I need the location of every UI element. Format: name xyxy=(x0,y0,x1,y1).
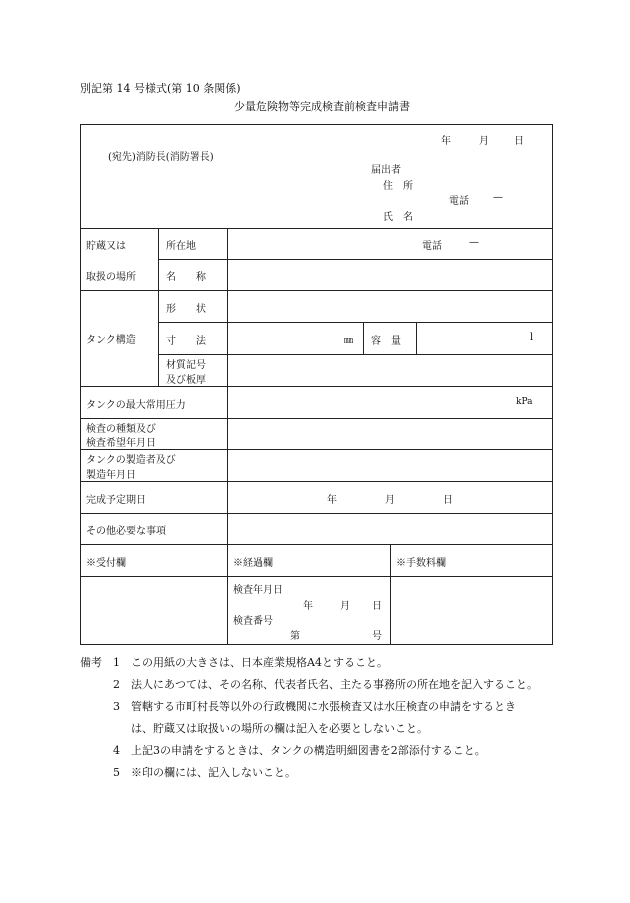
material-label-1: 材質記号 xyxy=(166,360,206,371)
shape-label: 形 状 xyxy=(166,304,206,315)
inspection-type-label-1: 検査の種類及び xyxy=(86,424,156,435)
note-item: 3 管轄する市町村長等以外の行政機関に水張検査又は水圧検査の申請をするとき xyxy=(113,700,516,713)
note-item: 5 ※印の欄には、記入しないこと。 xyxy=(113,766,296,779)
manufacturer-label-1: タンクの製造者及び xyxy=(86,455,176,466)
note-item: 2 法人にあつては、その名称、代表者氏名、主たる事務所の所在地を記入すること。 xyxy=(113,678,538,691)
note-item: 4 上記3の申請をするときは、タンクの構造明細図書を2部添付すること。 xyxy=(113,744,486,757)
completion-day: 日 xyxy=(443,495,453,506)
phone-dash: — xyxy=(493,192,503,203)
dimension-unit: ㎜ xyxy=(344,336,354,346)
other-items-label: その他必要な事項 xyxy=(86,526,166,537)
capacity-unit: l xyxy=(530,332,534,343)
facility-name-label: 名 称 xyxy=(166,272,206,283)
completion-year: 年 xyxy=(327,495,337,506)
notes-heading: 備考 xyxy=(80,656,102,669)
inspection-type-label-2: 検査希望年月日 xyxy=(86,438,156,449)
addressee: (宛先)消防長(消防署長) xyxy=(108,152,214,163)
completion-date-label: 完成予定期日 xyxy=(86,495,146,506)
completion-month: 月 xyxy=(385,495,395,506)
storage-place-label-2: 取扱の場所 xyxy=(86,272,136,283)
max-pressure-label: タンクの最大常用圧力 xyxy=(86,400,186,411)
tank-structure-label: タンク構造 xyxy=(86,335,136,346)
location-phone-dash: — xyxy=(469,237,479,248)
form-title: 少量危険物等完成検査前検査申請書 xyxy=(234,100,410,113)
capacity-label: 容 量 xyxy=(371,336,401,347)
fee-column-label: ※手数料欄 xyxy=(396,558,446,569)
storage-place-label-1: 貯蔵又は xyxy=(86,241,126,252)
date-year-label: 年 xyxy=(441,136,451,147)
location-label: 所在地 xyxy=(166,241,196,252)
applicant-label: 届出者 xyxy=(371,165,401,176)
pressure-unit: kPa xyxy=(516,397,533,407)
form-title-wrap xyxy=(0,98,630,114)
note-item: は、貯蔵又は取扱いの場所の欄は記入を必要としないこと。 xyxy=(131,722,428,735)
location-phone-label: 電話 xyxy=(422,241,442,252)
inspection-day: 日 xyxy=(372,601,382,612)
dimension-label: 寸 法 xyxy=(166,336,206,347)
inspection-number-label: 検査番号 xyxy=(233,616,273,627)
reception-column-label: ※受付欄 xyxy=(86,558,126,569)
inspection-date-label: 検査年月日 xyxy=(233,585,283,596)
phone-label: 電話 xyxy=(449,196,469,207)
date-day-label: 日 xyxy=(514,136,524,147)
inspection-number-suffix: 号 xyxy=(372,631,382,642)
inspection-number-prefix: 第 xyxy=(290,631,300,642)
form-number: 別記第 14 号様式(第 10 条関係) xyxy=(80,82,241,95)
inspection-year: 年 xyxy=(303,601,313,612)
inspection-month: 月 xyxy=(340,601,350,612)
material-label-2: 及び板厚 xyxy=(166,375,206,386)
date-month-label: 月 xyxy=(479,136,489,147)
manufacturer-label-2: 製造年月日 xyxy=(86,470,136,481)
address-label: 住 所 xyxy=(383,181,413,192)
name-label: 氏 名 xyxy=(383,212,413,223)
progress-column-label: ※経過欄 xyxy=(233,558,273,569)
note-item: 1 この用紙の大きさは、日本産業規格A4とすること。 xyxy=(113,656,388,669)
